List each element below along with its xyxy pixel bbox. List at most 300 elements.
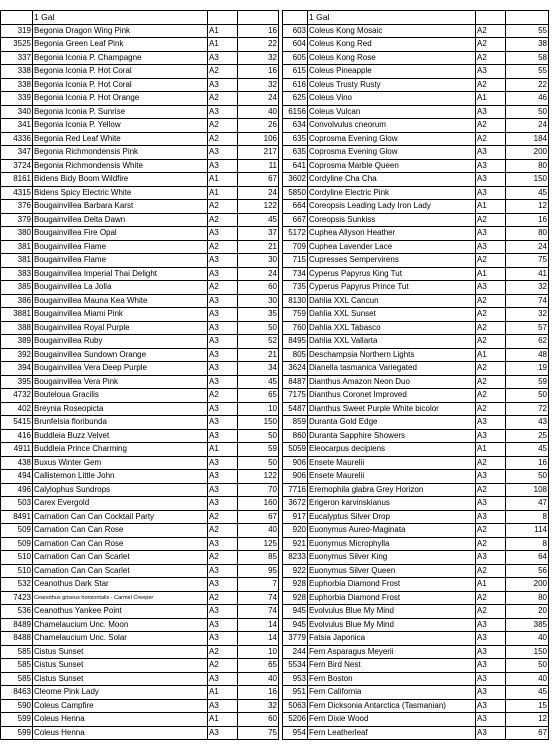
location: A3 bbox=[208, 699, 238, 713]
table-row bbox=[283, 38, 549, 52]
table-row bbox=[1, 267, 279, 281]
location: A3 bbox=[208, 416, 238, 430]
location: A1 bbox=[208, 686, 238, 700]
item-name: Deschampsia Northern Lights bbox=[308, 348, 476, 362]
item-code: 603 bbox=[283, 24, 308, 38]
quantity: 59 bbox=[506, 375, 549, 389]
location: A2 bbox=[476, 38, 506, 52]
table-row bbox=[283, 362, 549, 376]
quantity: 64 bbox=[506, 551, 549, 565]
item-code: 338 bbox=[1, 78, 33, 92]
location: A2 bbox=[208, 119, 238, 133]
table-row bbox=[1, 24, 279, 38]
location: A2 bbox=[208, 591, 238, 605]
location: A2 bbox=[208, 645, 238, 659]
quantity: 24 bbox=[506, 119, 549, 133]
item-code: 7716 bbox=[283, 483, 308, 497]
table-row bbox=[283, 200, 549, 214]
quantity: 50 bbox=[238, 456, 279, 470]
quantity: 150 bbox=[506, 173, 549, 187]
table-row bbox=[283, 699, 549, 713]
location: A2 bbox=[476, 456, 506, 470]
quantity: 45 bbox=[506, 186, 549, 200]
location: A1 bbox=[476, 200, 506, 214]
quantity: 80 bbox=[506, 591, 549, 605]
table-row bbox=[283, 294, 549, 308]
quantity: 11 bbox=[238, 159, 279, 173]
location: A1 bbox=[208, 713, 238, 727]
quantity: 80 bbox=[506, 159, 549, 173]
location: A3 bbox=[208, 335, 238, 349]
item-code: 3724 bbox=[1, 159, 33, 173]
location: A3 bbox=[208, 159, 238, 173]
table-row bbox=[1, 537, 279, 551]
quantity: 57 bbox=[506, 321, 549, 335]
table-row bbox=[1, 159, 279, 173]
item-code: 3624 bbox=[283, 362, 308, 376]
quantity: 67 bbox=[506, 726, 549, 740]
table-row bbox=[1, 524, 279, 538]
item-code: 510 bbox=[1, 564, 33, 578]
table-row bbox=[283, 456, 549, 470]
table-row bbox=[283, 146, 549, 160]
location: A2 bbox=[476, 335, 506, 349]
item-code: 917 bbox=[283, 510, 308, 524]
location: A2 bbox=[476, 308, 506, 322]
table-row bbox=[1, 483, 279, 497]
item-name: Dahlia XXL Vallarta bbox=[308, 335, 476, 349]
location: A2 bbox=[476, 119, 506, 133]
item-code: 496 bbox=[1, 483, 33, 497]
item-code: 376 bbox=[1, 200, 33, 214]
item-name: Bidens Spicy Electric White bbox=[33, 186, 208, 200]
location: A3 bbox=[476, 632, 506, 646]
table-row bbox=[1, 281, 279, 295]
item-code: 338 bbox=[1, 65, 33, 79]
table-row bbox=[283, 672, 549, 686]
location: A1 bbox=[208, 173, 238, 187]
table-row bbox=[283, 51, 549, 65]
item-name: Eucalyptus Silver Drop bbox=[308, 510, 476, 524]
quantity: 26 bbox=[238, 119, 279, 133]
location: A2 bbox=[208, 389, 238, 403]
table-row bbox=[283, 564, 549, 578]
item-code: 709 bbox=[283, 240, 308, 254]
right-inventory-table bbox=[282, 10, 549, 740]
location: A3 bbox=[476, 510, 506, 524]
location: A3 bbox=[208, 227, 238, 241]
table-row bbox=[1, 726, 279, 740]
table-row bbox=[283, 416, 549, 430]
item-name: Dianthus Coronet Improved bbox=[308, 389, 476, 403]
location: A2 bbox=[208, 524, 238, 538]
quantity: 25 bbox=[506, 429, 549, 443]
location: A2 bbox=[476, 78, 506, 92]
location: A2 bbox=[476, 132, 506, 146]
table-row bbox=[283, 551, 549, 565]
quantity: 160 bbox=[238, 497, 279, 511]
location: A3 bbox=[476, 227, 506, 241]
item-code: 3881 bbox=[1, 308, 33, 322]
item-code: 641 bbox=[283, 159, 308, 173]
quantity: 21 bbox=[238, 348, 279, 362]
item-name: Duranta Gold Edge bbox=[308, 416, 476, 430]
quantity: 19 bbox=[506, 362, 549, 376]
location: A2 bbox=[476, 51, 506, 65]
item-code: 735 bbox=[283, 281, 308, 295]
quantity: 74 bbox=[506, 294, 549, 308]
location: A3 bbox=[208, 308, 238, 322]
location: A1 bbox=[476, 578, 506, 592]
header-blank-cell bbox=[283, 11, 308, 25]
quantity: 8 bbox=[506, 510, 549, 524]
item-code: 922 bbox=[283, 564, 308, 578]
item-name: Coleus Vino bbox=[308, 92, 476, 106]
item-code: 860 bbox=[283, 429, 308, 443]
item-code: 928 bbox=[283, 591, 308, 605]
quantity: 30 bbox=[238, 254, 279, 268]
item-code: 585 bbox=[1, 672, 33, 686]
location: A3 bbox=[476, 105, 506, 119]
item-name: Dianthus Amazon Neon Duo bbox=[308, 375, 476, 389]
item-code: 945 bbox=[283, 605, 308, 619]
quantity: 184 bbox=[506, 132, 549, 146]
item-name: Cistus Sunset bbox=[33, 672, 208, 686]
quantity: 62 bbox=[506, 335, 549, 349]
item-code: 392 bbox=[1, 348, 33, 362]
quantity: 59 bbox=[238, 443, 279, 457]
location: A3 bbox=[208, 578, 238, 592]
location: A3 bbox=[208, 564, 238, 578]
location: A3 bbox=[208, 672, 238, 686]
quantity: 14 bbox=[238, 618, 279, 632]
item-name: Ceanothus griseus horizontalis - Carmel Creeper bbox=[33, 591, 208, 605]
location: A3 bbox=[476, 416, 506, 430]
table-row bbox=[1, 551, 279, 565]
item-code: 4315 bbox=[1, 186, 33, 200]
item-name: Convolvulus cneorum bbox=[308, 119, 476, 133]
table-row bbox=[1, 348, 279, 362]
item-name: Coprosma Evening Glow bbox=[308, 146, 476, 160]
item-code: 634 bbox=[283, 119, 308, 133]
item-code: 339 bbox=[1, 92, 33, 106]
item-name: Fatsia Japonica bbox=[308, 632, 476, 646]
table-row bbox=[283, 659, 549, 673]
table-row bbox=[283, 65, 549, 79]
item-code: 921 bbox=[283, 537, 308, 551]
location: A3 bbox=[208, 105, 238, 119]
quantity: 150 bbox=[506, 645, 549, 659]
quantity: 60 bbox=[238, 713, 279, 727]
quantity: 16 bbox=[238, 65, 279, 79]
location: A3 bbox=[208, 429, 238, 443]
table-row bbox=[283, 159, 549, 173]
item-code: 380 bbox=[1, 227, 33, 241]
location: A1 bbox=[208, 38, 238, 52]
item-code: 7175 bbox=[283, 389, 308, 403]
quantity: 60 bbox=[238, 281, 279, 295]
quantity: 70 bbox=[238, 483, 279, 497]
table-row bbox=[1, 240, 279, 254]
quantity: 32 bbox=[506, 281, 549, 295]
item-name: Evolvulus Blue My Mind bbox=[308, 618, 476, 632]
location: A1 bbox=[476, 267, 506, 281]
item-name: Begonia Richmondensis Pink bbox=[33, 146, 208, 160]
location: A2 bbox=[476, 605, 506, 619]
item-name: Cleome Pink Lady bbox=[33, 686, 208, 700]
item-name: Euonymus Aureo-Maginata bbox=[308, 524, 476, 538]
item-code: 599 bbox=[1, 726, 33, 740]
location: A2 bbox=[208, 92, 238, 106]
item-name: Eleocarpus decipiens bbox=[308, 443, 476, 457]
quantity: 85 bbox=[238, 551, 279, 565]
header-blank-cell bbox=[208, 11, 238, 25]
table-row bbox=[1, 254, 279, 268]
item-name: Breynia Roseopicta bbox=[33, 402, 208, 416]
item-code: 509 bbox=[1, 537, 33, 551]
item-name: Euphorbia Diamond Frost bbox=[308, 578, 476, 592]
item-name: Buddleia Buzz Velvet bbox=[33, 429, 208, 443]
item-name: Fern Asparagus Meyerii bbox=[308, 645, 476, 659]
item-code: 8489 bbox=[1, 618, 33, 632]
item-name: Coprosma Evening Glow bbox=[308, 132, 476, 146]
table-row bbox=[1, 699, 279, 713]
table-row bbox=[1, 618, 279, 632]
item-name: Bougainvillea Delta Dawn bbox=[33, 213, 208, 227]
quantity: 55 bbox=[506, 24, 549, 38]
table-row bbox=[1, 51, 279, 65]
table-row bbox=[1, 564, 279, 578]
location: A2 bbox=[208, 551, 238, 565]
item-name: Cyperus Papyrus King Tut bbox=[308, 267, 476, 281]
location: A3 bbox=[476, 551, 506, 565]
item-code: 667 bbox=[283, 213, 308, 227]
item-code: 7423 bbox=[1, 591, 33, 605]
quantity: 108 bbox=[506, 483, 549, 497]
table-row bbox=[283, 254, 549, 268]
item-name: Coleus Kong Mosaic bbox=[308, 24, 476, 38]
item-name: Bougainvillea Fire Opal bbox=[33, 227, 208, 241]
quantity: 12 bbox=[506, 200, 549, 214]
item-code: 616 bbox=[283, 78, 308, 92]
table-row bbox=[283, 483, 549, 497]
item-name: Euphorbia Diamond Frost bbox=[308, 591, 476, 605]
table-row bbox=[1, 213, 279, 227]
item-name: Coleus Henna bbox=[33, 713, 208, 727]
header-blank-cell bbox=[506, 11, 549, 25]
table-row bbox=[283, 713, 549, 727]
item-code: 3525 bbox=[1, 38, 33, 52]
quantity: 8 bbox=[506, 537, 549, 551]
location: A3 bbox=[208, 362, 238, 376]
table-row bbox=[283, 213, 549, 227]
table-row bbox=[1, 672, 279, 686]
item-code: 509 bbox=[1, 524, 33, 538]
quantity: 80 bbox=[506, 227, 549, 241]
item-code: 3602 bbox=[283, 173, 308, 187]
quantity: 200 bbox=[506, 578, 549, 592]
table-row bbox=[283, 267, 549, 281]
quantity: 74 bbox=[238, 605, 279, 619]
quantity: 41 bbox=[506, 267, 549, 281]
item-code: 381 bbox=[1, 254, 33, 268]
item-name: Coleus Pineapple bbox=[308, 65, 476, 79]
location: A3 bbox=[208, 618, 238, 632]
quantity: 50 bbox=[506, 105, 549, 119]
item-name: Duranta Sapphire Showers bbox=[308, 429, 476, 443]
quantity: 50 bbox=[506, 389, 549, 403]
item-name: Buxus Winter Gem bbox=[33, 456, 208, 470]
item-code: 635 bbox=[283, 146, 308, 160]
item-code: 5415 bbox=[1, 416, 33, 430]
header-blank-cell bbox=[238, 11, 279, 25]
item-code: 5206 bbox=[283, 713, 308, 727]
location: A1 bbox=[208, 24, 238, 38]
location: A1 bbox=[476, 348, 506, 362]
table-header-row bbox=[1, 11, 279, 25]
quantity: 45 bbox=[506, 686, 549, 700]
location: A3 bbox=[476, 186, 506, 200]
item-name: Carnation Can Can Scarlet bbox=[33, 564, 208, 578]
table-row bbox=[283, 119, 549, 133]
table-row bbox=[283, 78, 549, 92]
item-name: Begonia Red Leaf White bbox=[33, 132, 208, 146]
location: A3 bbox=[476, 618, 506, 632]
location: A2 bbox=[208, 659, 238, 673]
item-code: 951 bbox=[283, 686, 308, 700]
item-name: Bougainvillea Miami Pink bbox=[33, 308, 208, 322]
quantity: 58 bbox=[506, 51, 549, 65]
item-code: 385 bbox=[1, 281, 33, 295]
price-sheet bbox=[0, 10, 559, 738]
location: A3 bbox=[208, 497, 238, 511]
table-row bbox=[283, 537, 549, 551]
item-name: Begonia Iconia P. Champagne bbox=[33, 51, 208, 65]
quantity: 75 bbox=[238, 726, 279, 740]
item-name: Bouteloua Gracilis bbox=[33, 389, 208, 403]
location: A3 bbox=[208, 483, 238, 497]
quantity: 22 bbox=[238, 38, 279, 52]
quantity: 45 bbox=[238, 375, 279, 389]
item-name: Calylophus Sundrops bbox=[33, 483, 208, 497]
table-title: 1 Gal bbox=[33, 11, 208, 25]
item-name: Cyperus Papyrus Prince Tut bbox=[308, 281, 476, 295]
quantity: 22 bbox=[506, 78, 549, 92]
table-row bbox=[283, 173, 549, 187]
location: A3 bbox=[208, 146, 238, 160]
table-row bbox=[283, 618, 549, 632]
location: A3 bbox=[208, 402, 238, 416]
table-row bbox=[283, 524, 549, 538]
item-code: 383 bbox=[1, 267, 33, 281]
table-row bbox=[1, 645, 279, 659]
quantity: 106 bbox=[238, 132, 279, 146]
item-code: 615 bbox=[283, 65, 308, 79]
item-code: 945 bbox=[283, 618, 308, 632]
item-name: Coprosma Marble Queen bbox=[308, 159, 476, 173]
location: A1 bbox=[476, 92, 506, 106]
quantity: 32 bbox=[506, 308, 549, 322]
location: A2 bbox=[476, 537, 506, 551]
table-row bbox=[283, 443, 549, 457]
item-code: 5059 bbox=[283, 443, 308, 457]
table-row bbox=[283, 632, 549, 646]
quantity: 32 bbox=[238, 78, 279, 92]
location: A2 bbox=[208, 213, 238, 227]
item-name: Begonia Iconia P. Sunrise bbox=[33, 105, 208, 119]
item-code: 395 bbox=[1, 375, 33, 389]
quantity: 32 bbox=[238, 51, 279, 65]
table-row bbox=[1, 510, 279, 524]
item-name: Cistus Sunset bbox=[33, 645, 208, 659]
item-code: 416 bbox=[1, 429, 33, 443]
item-name: Begonia Green Leaf Pink bbox=[33, 38, 208, 52]
item-name: Bougainvillea Sundown Orange bbox=[33, 348, 208, 362]
item-code: 389 bbox=[1, 335, 33, 349]
quantity: 30 bbox=[238, 294, 279, 308]
item-code: 906 bbox=[283, 470, 308, 484]
item-code: 5172 bbox=[283, 227, 308, 241]
location: A3 bbox=[208, 537, 238, 551]
quantity: 15 bbox=[506, 699, 549, 713]
item-code: 599 bbox=[1, 713, 33, 727]
location: A3 bbox=[476, 659, 506, 673]
table-row bbox=[283, 429, 549, 443]
location: A3 bbox=[208, 605, 238, 619]
quantity: 34 bbox=[238, 362, 279, 376]
table-row bbox=[1, 294, 279, 308]
item-code: 394 bbox=[1, 362, 33, 376]
table-row bbox=[1, 92, 279, 106]
table-row bbox=[1, 713, 279, 727]
item-name: Cistus Sunset bbox=[33, 659, 208, 673]
quantity: 40 bbox=[506, 632, 549, 646]
location: A3 bbox=[208, 294, 238, 308]
quantity: 16 bbox=[238, 686, 279, 700]
quantity: 46 bbox=[506, 92, 549, 106]
item-name: Begonia Iconia P. Yellow bbox=[33, 119, 208, 133]
table-row bbox=[283, 132, 549, 146]
item-code: 635 bbox=[283, 132, 308, 146]
item-name: Fern Bird Nest bbox=[308, 659, 476, 673]
item-name: Bidens Bidy Boom Wildfire bbox=[33, 173, 208, 187]
quantity: 10 bbox=[238, 645, 279, 659]
item-code: 590 bbox=[1, 699, 33, 713]
location: A2 bbox=[476, 389, 506, 403]
item-name: Bougainvillea Flame bbox=[33, 240, 208, 254]
item-code: 734 bbox=[283, 267, 308, 281]
item-code: 954 bbox=[283, 726, 308, 740]
quantity: 12 bbox=[506, 713, 549, 727]
item-name: Carex Evergold bbox=[33, 497, 208, 511]
table-row bbox=[283, 348, 549, 362]
item-name: Coleus Kong Rose bbox=[308, 51, 476, 65]
quantity: 74 bbox=[238, 591, 279, 605]
quantity: 24 bbox=[238, 92, 279, 106]
quantity: 40 bbox=[238, 105, 279, 119]
quantity: 48 bbox=[506, 348, 549, 362]
item-name: Coreopsis Leading Lady Iron Lady bbox=[308, 200, 476, 214]
quantity: 217 bbox=[238, 146, 279, 160]
table-row bbox=[283, 227, 549, 241]
quantity: 47 bbox=[506, 497, 549, 511]
table-row bbox=[1, 132, 279, 146]
quantity: 72 bbox=[506, 402, 549, 416]
quantity: 385 bbox=[506, 618, 549, 632]
item-name: Begonia Iconia P. Hot Coral bbox=[33, 65, 208, 79]
item-code: 503 bbox=[1, 497, 33, 511]
location: A1 bbox=[208, 186, 238, 200]
